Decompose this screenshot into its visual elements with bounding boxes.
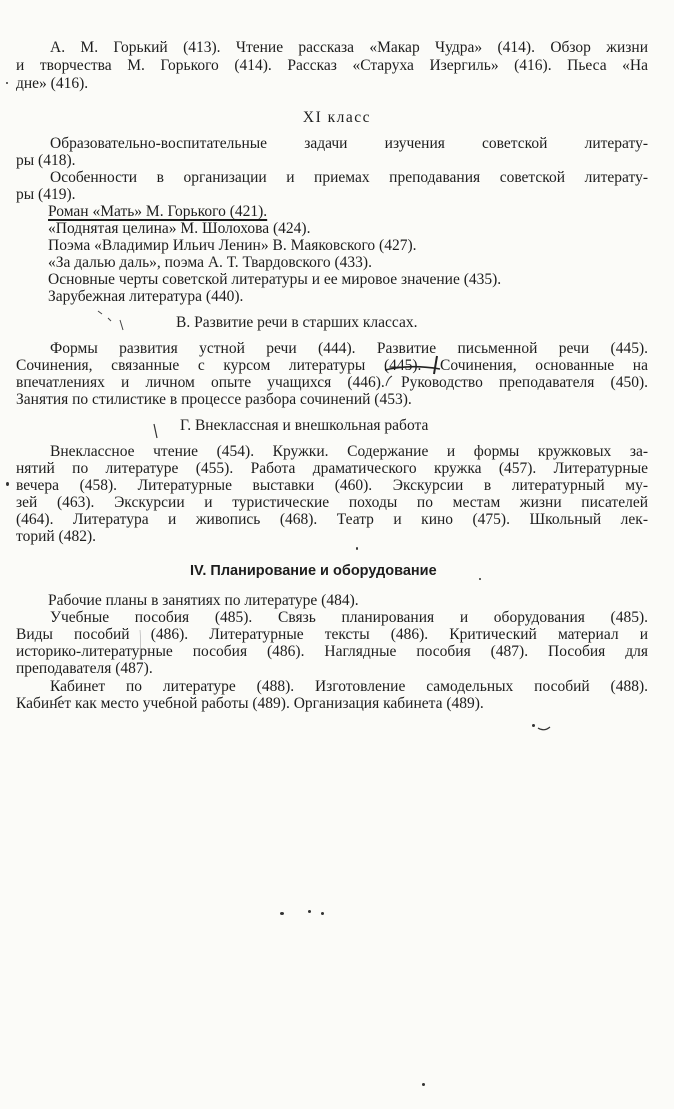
iv-para-3a: Кабинет по литературе (488). Изготовление самодельных пособий (488). xyxy=(50,678,648,695)
iv-para-2a: Учебные пособия (485). Связь планирования и оборудования (485). xyxy=(50,609,648,626)
v-line-1: Формы развития устной речи (444). Развитие письменной речи (445). xyxy=(50,340,648,357)
intro-line-2: и творчества М. Горького (414). Рассказ «Старуха Изергиль» (416). Пьеса «На xyxy=(16,57,648,74)
iv-para-2d: преподавателя (487). xyxy=(16,660,153,677)
section-heading-xi: XI класс xyxy=(302,109,372,126)
section-heading-g: Г. Внеклассная и внешкольная работа xyxy=(180,417,429,434)
xi-item-4: «Поднятая целина» М. Шолохова (424). xyxy=(48,220,311,237)
iv-para-2b: Виды пособий (486). Литературные тексты (486). Критический материал и xyxy=(16,626,648,643)
xi-item-2b: ры (419). xyxy=(16,186,76,203)
speck xyxy=(532,724,535,727)
intro-line-1: А. М. Горький (413). Чтение рассказа «Макар Чудра» (414). Обзор жизни xyxy=(50,39,648,56)
iv-para-2c: историко-литературные пособия (486). Наглядные пособия (487). Пособия для xyxy=(16,643,648,660)
iv-para-3b: Кабинет как место учебной работы (489). Организация кабинета (489). xyxy=(16,695,484,712)
speck xyxy=(6,482,9,486)
speck xyxy=(479,578,481,580)
v-line-4: Занятия по стилистике в процессе разбора сочинений (453). xyxy=(16,391,412,408)
xi-item-7: Основные черты советской литературы и ее мировое значение (435). xyxy=(48,271,502,288)
section-heading-v: В. Развитие речи в старших классах. xyxy=(176,314,418,331)
xi-item-5: Поэма «Владимир Ильич Ленин» В. Маяковского (427). xyxy=(48,237,417,254)
speck xyxy=(308,910,311,913)
xi-item-6: «За далью даль», поэма А. Т. Твардовского (433). xyxy=(48,254,372,271)
g-line-6: торий (482). xyxy=(16,528,96,545)
g-line-4: зей (463). Экскурсии и туристические походы по местам жизни писателей xyxy=(16,494,648,511)
xi-item-2a: Особенности в организации и приемах преподавания советской литерату- xyxy=(50,169,648,186)
g-line-1: Внеклассное чтение (454). Кружки. Содержание и формы кружковых за- xyxy=(50,443,648,460)
v-line-3: впечатлениях и личном опыте учащихся (446). Руководство преподавателя (450). xyxy=(16,374,648,391)
g-line-5: (464). Литература и живопись (468). Театр и кино (475). Школьный лек- xyxy=(16,511,648,528)
xi-item-1a: Образовательно-воспитательные задачи изучения советской литерату- xyxy=(50,135,648,152)
speck xyxy=(422,1083,425,1086)
xi-item-8: Зарубежная литература (440). xyxy=(48,288,244,305)
g-line-3: вечера (458). Литературные выставки (460). Экскурсии в литературный му- xyxy=(16,477,648,494)
section-heading-iv: IV. Планирование и оборудование xyxy=(190,563,437,579)
intro-line-3: дне» (416). xyxy=(16,75,89,92)
v-line-2: Сочинения, связанные с курсом литературы (445). Сочинения, основанные на xyxy=(16,357,648,374)
iv-para-1: Рабочие планы в занятиях по литературе (484). xyxy=(48,592,359,609)
speck xyxy=(280,912,284,915)
speck xyxy=(356,547,358,550)
speck xyxy=(6,82,8,84)
xi-item-3: Роман «Мать» М. Горького (421). xyxy=(48,203,268,220)
xi-item-1b: ры (418). xyxy=(16,152,76,169)
speck xyxy=(321,912,324,915)
g-line-2: нятий по литературе (455). Работа драматического кружка (457). Литературные xyxy=(16,460,648,477)
